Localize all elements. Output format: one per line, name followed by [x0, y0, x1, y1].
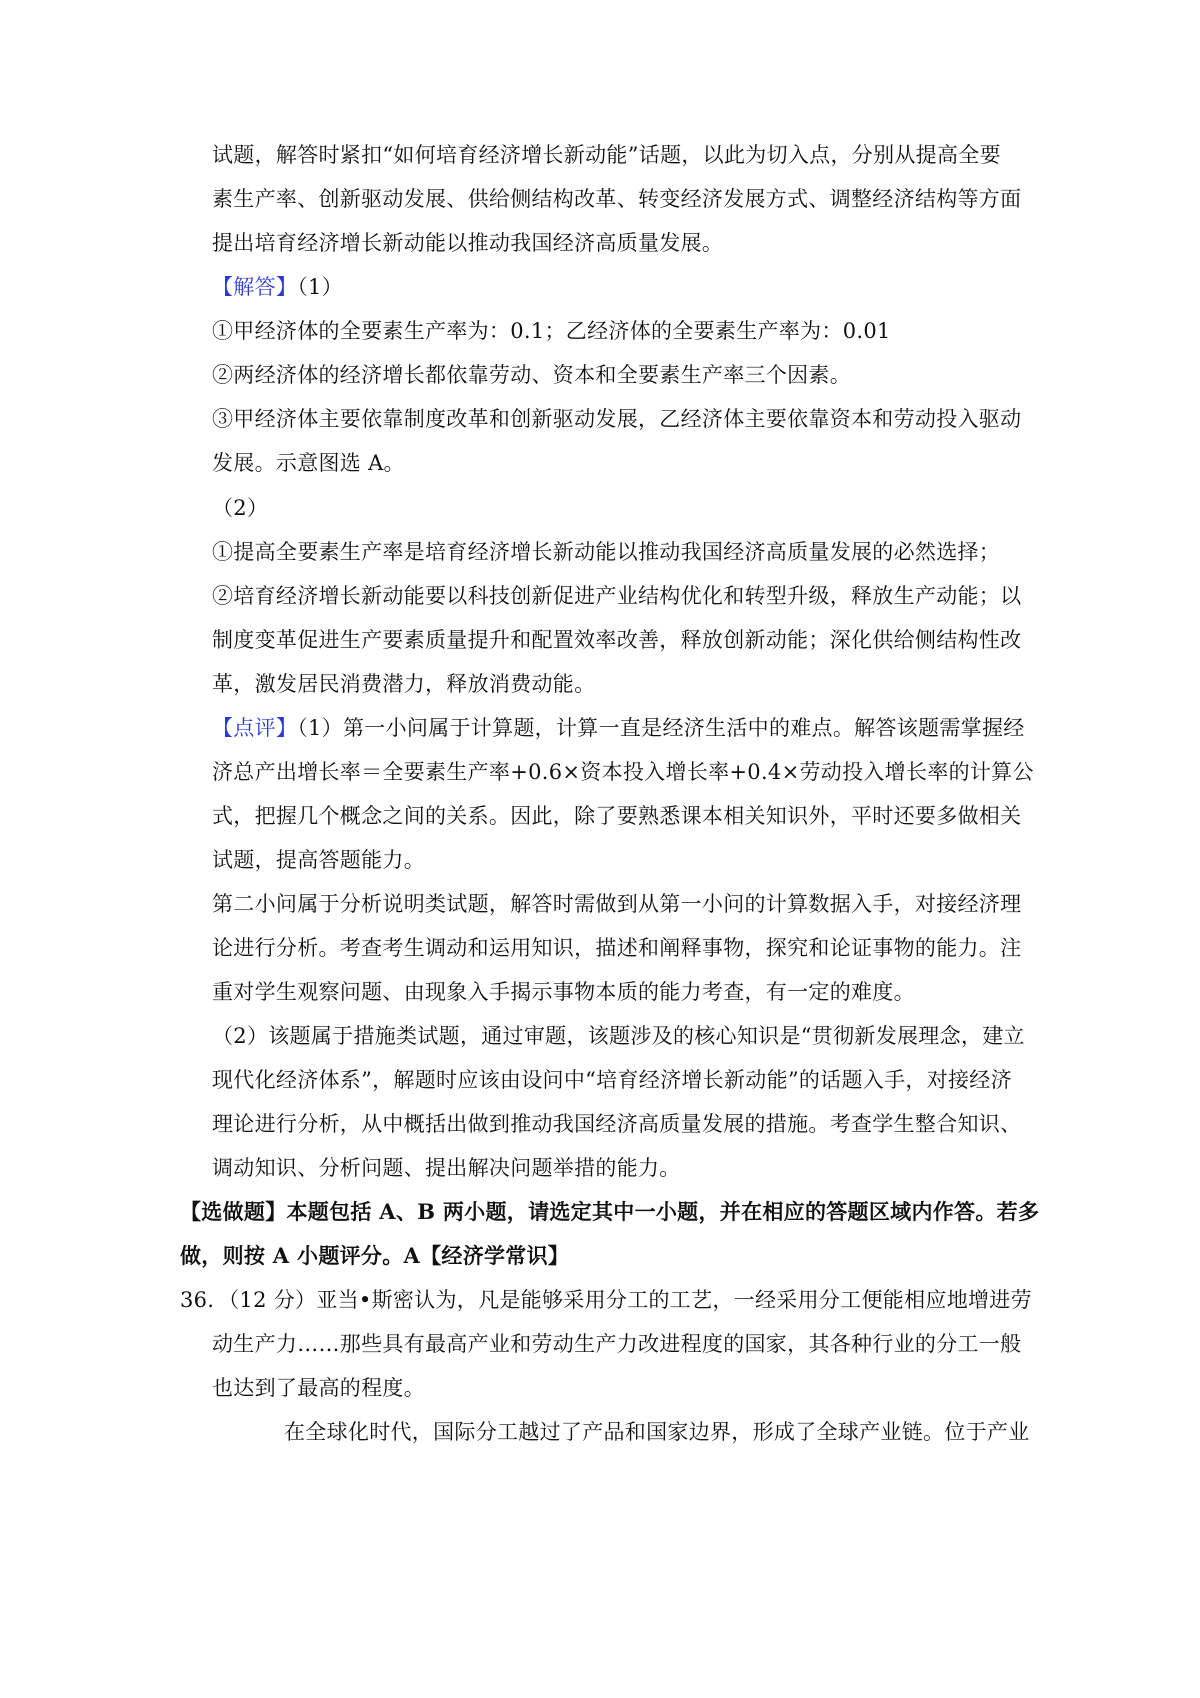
question-36-line: 动生产力……那些具有最高产业和劳动生产力改进程度的国家，其各种行业的分工一般 — [212, 1332, 1022, 1356]
comment-line: 济总产出增长率＝全要素生产率+0.6×资本投入增长率+0.4×劳动投入增长率的计算公 — [212, 760, 1034, 784]
answer-item: 发展。示意图选 A。 — [212, 451, 405, 475]
comment-line: 第二小问属于分析说明类试题，解答时需做到从第一小问的计算数据入手，对接经济理 — [212, 892, 1022, 916]
comment-line: 现代化经济体系”，解题时应该由设问中“培育经济增长新动能”的话题入手，对接经济 — [212, 1068, 1012, 1092]
elective-heading: 【选做题】本题包括 A、B 两小题，请选定其中一小题，并在相应的答题区域内作答。若多 — [180, 1199, 1040, 1224]
question-36-line: 在全球化时代，国际分工越过了产品和国家边界，形成了全球产业链。位于产业 — [284, 1420, 1030, 1444]
answer-item: ②两经济体的经济增长都依靠劳动、资本和全要素生产率三个因素。 — [212, 363, 851, 387]
comment-line: （2）该题属于措施类试题，通过审题，该题涉及的核心知识是“贯彻新发展理念，建立 — [212, 1024, 1025, 1048]
answer-item: ③甲经济体主要依靠制度改革和创新驱动发展，乙经济体主要依靠资本和劳动投入驱动 — [212, 407, 1022, 431]
answer-tag: 【解答】 — [212, 275, 298, 299]
answer-item: ①提高全要素生产率是培育经济增长新动能以推动我国经济高质量发展的必然选择； — [212, 540, 1001, 564]
comment-line: 调动知识、分析问题、提出解决问题举措的能力。 — [212, 1156, 681, 1180]
elective-heading: 做，则按 A 小题评分。A【经济学常识】 — [180, 1243, 570, 1268]
comment-line: 重对学生观察问题、由现象入手揭示事物本质的能力考查，有一定的难度。 — [212, 980, 915, 1004]
answer-item: 制度变革促进生产要素质量提升和配置效率改善，释放创新动能；深化供给侧结构性改 — [212, 628, 1022, 652]
answer-part1-label: （1） — [297, 275, 343, 299]
question-36-line: 36．（12 分）亚当•斯密认为，凡是能够采用分工的工艺，一经采用分工便能相应地增进劳 — [180, 1288, 1032, 1312]
answer-part2-label: （2） — [212, 496, 269, 520]
answer-heading — [212, 272, 343, 302]
comment-heading — [212, 713, 1025, 743]
answer-item: ①甲经济体的全要素生产率为：0.1；乙经济体的全要素生产率为：0.01 — [212, 319, 891, 343]
answer-item: ②培育经济增长新动能要以科技创新促进产业结构优化和转型升级，释放生产动能；以 — [212, 584, 1022, 608]
comment-line: 试题，提高答题能力。 — [212, 848, 425, 872]
comment-line: 论进行分析。考查考生调动和运用知识，描述和阐释事物，探究和论证事物的能力。注 — [212, 936, 1022, 960]
comment-line: 式，把握几个概念之间的关系。因此，除了要熟悉课本相关知识外，平时还要多做相关 — [212, 804, 1022, 828]
analysis-line: 提出培育经济增长新动能以推动我国经济高质量发展。 — [212, 231, 724, 255]
comment-tag: 【点评】 — [212, 716, 298, 740]
comment-first-line: （1）第一小问属于计算题，计算一直是经济生活中的难点。解答该题需掌握经 — [297, 716, 1025, 740]
analysis-line: 素生产率、创新驱动发展、供给侧结构改革、转变经济发展方式、调整经济结构等方面 — [212, 187, 1022, 211]
analysis-line: 试题，解答时紧扣“如何培育经济增长新动能”话题，以此为切入点，分别从提高全要 — [212, 143, 1001, 167]
answer-item: 革，激发居民消费潜力，释放消费动能。 — [212, 672, 596, 696]
question-36-line: 也达到了最高的程度。 — [212, 1376, 425, 1400]
comment-line: 理论进行分析，从中概括出做到推动我国经济高质量发展的措施。考查学生整合知识、 — [212, 1112, 1022, 1136]
